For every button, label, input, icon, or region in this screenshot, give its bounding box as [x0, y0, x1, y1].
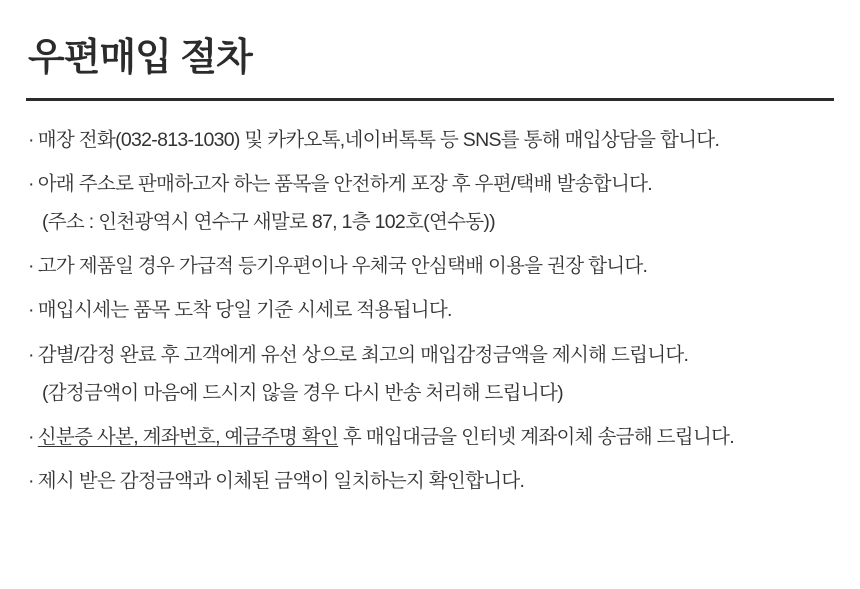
- line-text: 제시 받은 감정금액과 이체된 금액이 일치하는지 확인합니다.: [37, 470, 525, 493]
- procedure-line: [28, 251, 834, 281]
- line-text: 감별/감정 완료 후 고객에게 유선 상으로 최고의 매입감정금액을 제시해 드립니다.: [37, 343, 689, 366]
- bullet-icon: ·: [28, 426, 34, 449]
- line-text: (주소 : 인천광역시 연수구 새말로 87, 1층 102호(연수동)): [42, 211, 495, 234]
- procedure-subline: [28, 378, 834, 408]
- procedure-subline: [28, 207, 834, 237]
- line-text: 고가 제품일 경우 가급적 등기우편이나 우체국 안심택배 이용을 권장 합니다.: [37, 255, 648, 278]
- bullet-icon: ·: [28, 172, 34, 195]
- title-divider: [26, 98, 834, 101]
- line-text: 매입시세는 품목 도착 당일 기준 시세로 적용됩니다.: [37, 299, 452, 322]
- procedure-line: [28, 466, 834, 496]
- procedure-line: [28, 295, 834, 325]
- bullet-icon: ·: [28, 343, 34, 366]
- bullet-icon: ·: [28, 470, 34, 493]
- procedure-list: [26, 125, 834, 497]
- procedure-line: [28, 340, 834, 370]
- procedure-line: [28, 169, 834, 199]
- procedure-line: [28, 422, 834, 452]
- emphasis-text: 신분증 사본, 계좌번호, 예금주명 확인: [37, 426, 339, 449]
- line-text: 매장 전화(032-813-1030) 및 카카오톡,네이버톡톡 등 SNS를 통해 매입상담을 합니다.: [37, 128, 720, 151]
- line-text: (감정금액이 마음에 드시지 않을 경우 다시 반송 처리해 드립니다): [42, 381, 563, 404]
- page-title: 우편매입 절차: [28, 37, 252, 79]
- bullet-icon: ·: [28, 299, 34, 322]
- bullet-icon: ·: [28, 128, 34, 151]
- procedure-line: [28, 125, 834, 155]
- bullet-icon: ·: [28, 255, 34, 278]
- line-text: 아래 주소로 판매하고자 하는 품목을 안전하게 포장 후 우편/택배 발송합니다.: [37, 172, 652, 195]
- line-text: 후 매입대금을 인터넷 계좌이체 송금해 드립니다.: [338, 426, 734, 449]
